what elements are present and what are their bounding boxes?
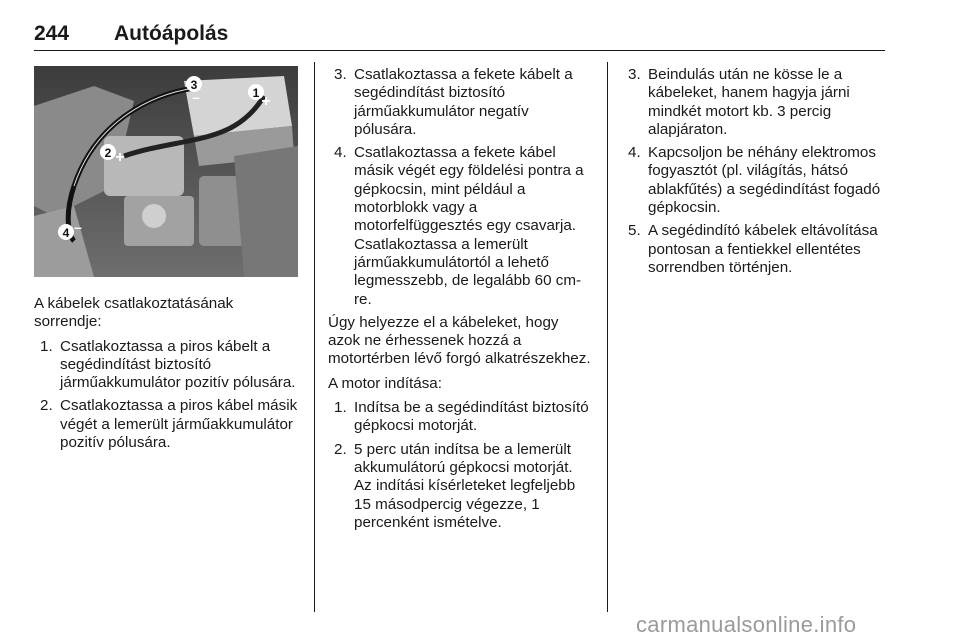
connection-steps-continued [328,66,592,309]
list-item: 1. Csatlakoztassa a piros kábelt a segédindítást biztosító járműakkumulátor pozitív pólusára. [40,337,296,392]
page-number: 244 [34,22,70,45]
column-1 [34,66,300,457]
list-item: 1. Indítsa be a segédindítást biztosító gépkocsi motorját. [334,399,589,435]
watermark: carmanualsonline.info [636,612,857,637]
engine-cap [142,204,166,228]
header-rule [34,50,885,51]
list-item: 2. 5 perc után indítsa be a lemerült akkumulátorú gépkocsi motorját. Az indítási kísérleteket legfeljebb 15 másodpercig végezze, 1 percenként ismételve. [334,440,576,531]
jump-start-illustration [34,66,298,277]
list-item: 4. Csatlakoztassa a fekete kábel másik végét egy földelési pontra a gépkocsin, mint például a motorblokk vagy a motorfelfüggesztés egy csavarja. Csatlakoztassa a lemerült járműakkumulátortól a lehető legmesszebb, de legalább 60 cm-re. [334,144,584,308]
svg-text:+: + [115,149,125,166]
list-item: 4. Kapcsoljon be néhány elektromos fogyasztót (pl. világítás, hátsó ablakfűtés) a segédindítást fogadó gépkocsin. [628,144,881,217]
svg-text:+: + [261,93,271,110]
column-2 [328,66,592,537]
cable-placement-note: Úgy helyezze el a kábeleket, hogy azok ne érhessenek hozzá a motortérben lévő forgó alkatrészekhez. [328,313,591,368]
list-item: 3. Beindulás után ne kösse le a kábeleket, hanem hagyja járni mindkét motort kb. 3 percig alapjáraton. [628,66,850,138]
list-item: 5. A segédindító kábelek eltávolítása pontosan a fentiekkel ellentétes sorrendben történjen. [628,222,878,276]
start-steps [328,399,592,532]
svg-text:3: 3 [190,78,198,92]
svg-text:2: 2 [104,146,112,160]
list-item: 3. Csatlakoztassa a fekete kábelt a segédindítást biztosító járműakkumulátor negatív pólusára. [334,66,573,138]
svg-text:1: 1 [252,86,260,100]
page-title: Autóápolás [114,22,229,45]
column-3 [622,66,888,282]
svg-text:4: 4 [62,226,70,240]
svg-text:–: – [74,219,82,235]
intro-text: A kábelek csatlakoztatásának sorrendje: [34,295,234,331]
start-steps-continued [622,66,888,277]
section-heading: A motor indítása: [328,374,442,392]
page-header [34,22,884,52]
car-body-right [234,146,298,277]
list-item: 2. Csatlakoztassa a piros kábel másik végét a lemerült járműakkumulátor pozitív pólusára. [40,397,298,452]
connection-steps [34,338,300,453]
column-divider-2 [607,62,608,612]
engine-bay-drawing [34,66,298,277]
column-divider-1 [314,62,315,612]
svg-text:–: – [192,89,200,105]
